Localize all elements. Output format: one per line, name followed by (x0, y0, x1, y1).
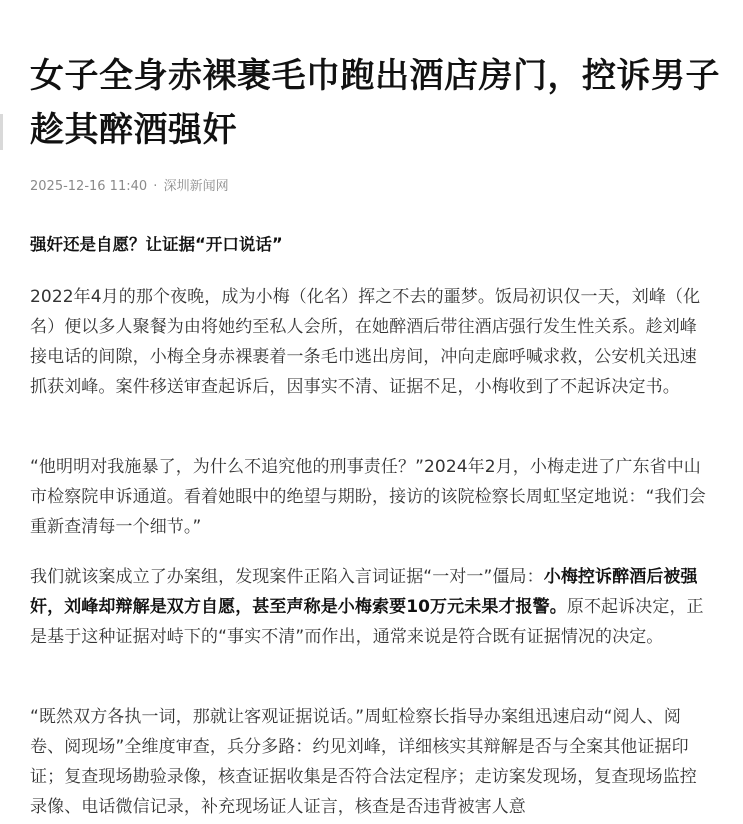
source-name: 深圳新闻网 (163, 179, 229, 194)
publish-date: 2025-12-16 11:40 (30, 179, 148, 194)
article-meta (30, 177, 229, 197)
article-title: 女子全身赤裸裹毛巾跑出酒店房门，控诉男子趁其醉酒强奸 (30, 56, 720, 150)
paragraph-3-bold-claim: 小梅控诉醉酒后被强奸，刘峰却辩解是双方自愿，甚至声称是小梅索要10万元未果才报警。 (30, 567, 698, 617)
paragraph-1: 2022年4月的那个夜晚，成为小梅（化名）挥之不去的噩梦。饭局初识仅一天，刘峰（化名）便以多人聚餐为由将她约至私人会所，在她醉酒后带往酒店强行发生性关系。趁刘峰接电话的间隙，小梅全身赤裸裹着一条毛巾逃出房间，冲向走廊呼喊求救，公安机关迅速抓获刘峰。案件移送审查起诉后，因事实不清、证据不足，小梅收到了不起诉决定书。 (30, 287, 701, 397)
paragraph-3-lead: 我们就该案成立了办案组，发现案件正陷入言词证据“一对一”僵局： (30, 567, 544, 587)
paragraph-3-tail: 原不起诉决定，正是基于这种证据对峙下的“事实不清”而作出，通常来说是符合既有证据情况的决定。 (30, 597, 704, 647)
left-edge-marker (0, 114, 3, 150)
meta-separator: · (153, 179, 158, 194)
paragraph-3 (30, 562, 710, 652)
paragraph-2: “他明明对我施暴了，为什么不追究他的刑事责任？”2024年2月，小梅走进了广东省中山市检察院申诉通道。看着她眼中的绝望与期盼，接访的该院检察长周虹坚定地说：“我们会重新查清每一个细节。” (30, 457, 706, 537)
section-subheading: 强奸还是自愿？让证据“开口说话” (30, 235, 283, 254)
paragraph-4: “既然双方各执一词，那就让客观证据说话。”周虹检察长指导办案组迅速启动“阅人、阅卷、阅现场”全维度审查，兵分多路：约见刘峰，详细核实其辩解是否与全案其他证据印证；复查现场勘验录像，核查证据收集是否符合法定程序；走访案发现场，复查现场监控录像、电话微信记录，补充现场证人证言，核查是否违背被害人意 (30, 707, 697, 817)
